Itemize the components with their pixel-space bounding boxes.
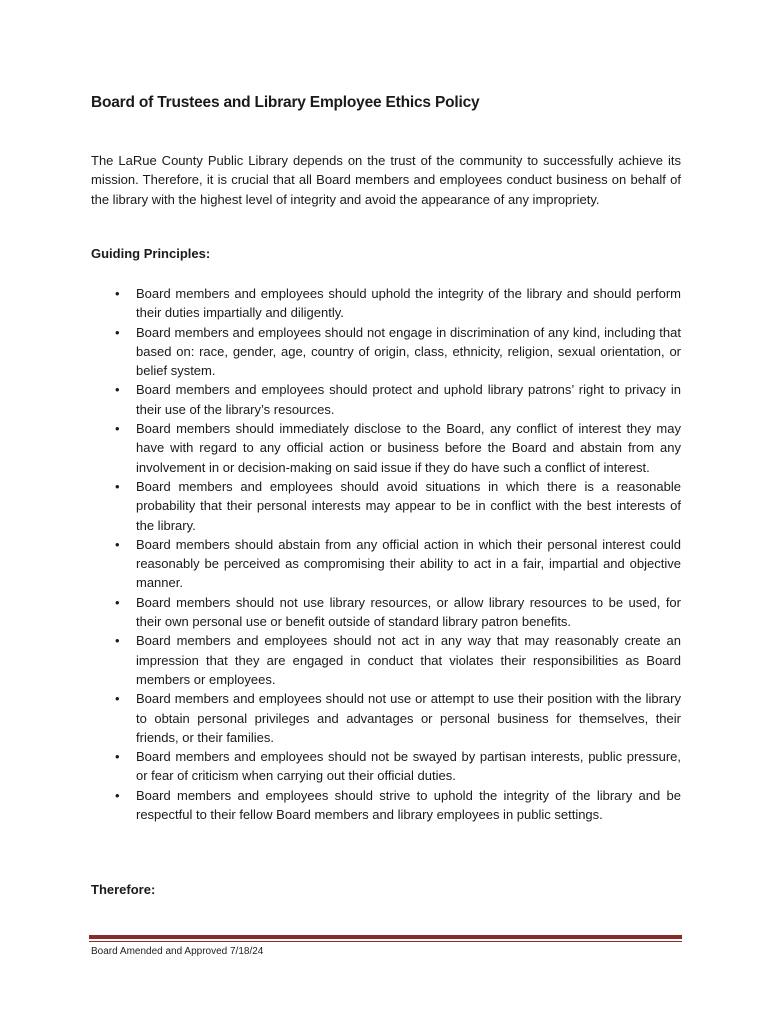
footer-rule bbox=[89, 935, 682, 939]
bullet-icon: • bbox=[115, 478, 120, 494]
bullet-icon: • bbox=[115, 633, 120, 649]
principle-text: Board members should immediately disclose to the Board, any conflict of interest they may have with regard to any official action or business before the Board and abstain from any involvement in or decision-making on said issue if they do have such a conflict of interest. bbox=[136, 421, 681, 475]
principle-item bbox=[91, 786, 681, 825]
principle-item bbox=[91, 477, 681, 535]
bullet-icon: • bbox=[115, 691, 120, 707]
principle-item bbox=[91, 689, 681, 747]
footer-approval-text: Board Amended and Approved 7/18/24 bbox=[91, 946, 264, 957]
principle-text: Board members should abstain from any official action in which their personal interest could reasonably be perceived as compromising their ability to act in a fair, impartial and objective manner. bbox=[136, 536, 681, 591]
principle-text: Board members and employees should strive to uphold the integrity of the library and be respectful to their fellow Board members and library employees in public settings. bbox=[136, 787, 681, 823]
guiding-principles-list bbox=[91, 284, 681, 824]
principle-item bbox=[91, 284, 681, 323]
bullet-icon: • bbox=[115, 749, 120, 765]
principle-item bbox=[91, 631, 681, 689]
principle-text: Board members and employees should avoid situations in which there is a reasonable probability that their personal interests may appear to be in conflict with the best interests of the library. bbox=[136, 478, 681, 533]
therefore-heading: Therefore: bbox=[91, 882, 156, 897]
principle-item bbox=[91, 535, 681, 593]
principle-item bbox=[91, 593, 681, 632]
bullet-icon: • bbox=[115, 382, 120, 398]
principle-text: Board members and employees should not act in any way that may reasonably create an impression that they are engaged in conduct that violates their responsibilities as Board members or employees. bbox=[136, 633, 681, 687]
principle-item bbox=[91, 323, 681, 381]
guiding-principles-heading: Guiding Principles: bbox=[91, 246, 211, 261]
principle-text: Board members and employees should not use or attempt to use their position with the library to obtain personal privileges and advantages or personal business for themselves, their friends, or their families. bbox=[136, 691, 681, 745]
principle-text: Board members should not use library resources, or allow library resources to be used, for their own personal use or benefit outside of standard library patron benefits. bbox=[136, 594, 681, 630]
bullet-icon: • bbox=[115, 421, 120, 437]
page-title: Board of Trustees and Library Employee Ethics Policy bbox=[91, 94, 480, 111]
principle-item bbox=[91, 419, 681, 477]
principle-text: Board members and employees should uphold the integrity of the library and should perform their duties impartially and diligently. bbox=[136, 286, 681, 321]
principle-text: Board members and employees should not engage in discrimination of any kind, including that based on: race, gender, age, country of origin, class, ethnicity, religion, sexual orientation, or belief system. bbox=[136, 324, 681, 379]
bullet-icon: • bbox=[115, 286, 120, 301]
principle-text: Board members and employees should not be swayed by partisan interests, public pressure, or fear of criticism when carrying out their official duties. bbox=[136, 749, 681, 784]
bullet-icon: • bbox=[115, 536, 120, 552]
bullet-icon: • bbox=[115, 787, 120, 803]
principle-item bbox=[91, 747, 681, 786]
bullet-icon: • bbox=[115, 594, 120, 610]
intro-paragraph: The LaRue County Public Library depends on the trust of the community to successfully achieve its mission. Therefore, it is crucial that all Board members and employees conduct business on behalf of the library with the highest level of integrity and avoid the appearance of any impropriety. bbox=[91, 153, 681, 207]
footer-rule-thin bbox=[89, 941, 682, 942]
principle-text: Board members and employees should protect and uphold library patrons’ right to privacy in their use of the library’s resources. bbox=[136, 382, 681, 417]
principle-item bbox=[91, 380, 681, 419]
bullet-icon: • bbox=[115, 324, 120, 340]
